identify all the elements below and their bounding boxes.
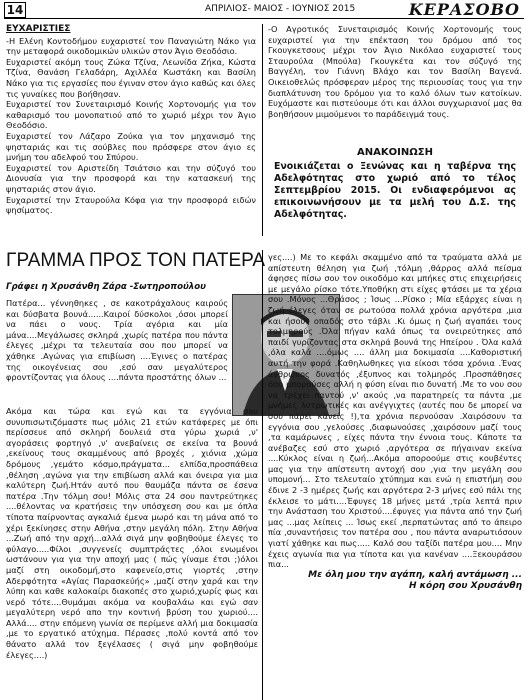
thanks-continuation bbox=[268, 24, 522, 119]
page-number: 14 bbox=[4, 2, 26, 18]
article-body-part1: Ακόμα και τώρα και εγώ και τα εγγόνια σου συνυπισωτιζόμαστε πως μόλις 21 ετών κατάφερες με όπι περίσσευε από σκληρή δουλειά στα γύρω χωριά ,ν' αγοράσεις φορτηγό ,ν' ανεβαίνεις σε εκείνα τα βουνά ,εκείνους τους σκαμμένους από βροχές , χιόνια ,χώμα δρόμους ,γεμάτο κόσμο,πράγματα... ελπίδα,προσπάθεια ,θέληση ,αγώνα για την επιβίωση αλλά και όνειρα για μια καλύτερη ζωή.Ητάν αυτό που θαυμάζα πάντα σε έσενα πατέρα .Την τόλμη σου! Μόλις στα 24 σου παντρεύτηκες ....θέλοντας να κρατήσεις την υπόσχεση σου και με όπλα τίποτα παίρνοντας αγκαλιά έμενα μωρό και τη μάνα από το χέρι ξεκίνησες στην Αθήνα ,στην μεγάλη πόλη. Στην Αθήνα ...Ζωή από την αρχή...αλλά σιγά μην φοβηθούμε έλεγες το φύλαγο.....Φίλοι ,συγγενείς συμπτράςτες ,όλοι ενωμένοι ωστάνουν για για την αποχή μας ( πώς γίναμε έτσι ;)όλοι μαζί στη οικοδομή,στο καφενείο,στις γιορτές ,στην Αδερφότητα «Αγίας Παρασκεύής» ,μαζί στην χαρά και την λύπη και καθε καλοκαίρι διακοπές στο χωριό,χωρίς φως και νερό τότε....Θυμάμαι ακόμα να κουβαλάω και εγώ σαν μεγαλύτερη νερό απο την κοντινή βρύση του χωριού.... Αλλά.... στην επόμενη γωνία σε περίμενε αλλή μια δοκιμασία ,με το εργατικό ατύχημα. Πέρασες ,πολύ κοντά από τον θάνατο αλλά τον ξεγέλασες ( σιγά μην φοβηθούμε έλεγες....) bbox=[6, 406, 258, 660]
thanks-paragraph: Ευχαριστεί τον Λάζαρο Ζούκα για τον μηχανισμό της ψησταριάς και τις σούβλες που πρόσφερε στον άγιο ες μνήμη του αδελφού του Σπύρου. bbox=[6, 130, 256, 163]
thanks-paragraph: Ευχαριστεί τον Αριστείδη Τσιάτσιο και την σύζυγό του Διονυσία για την προσφορά και την κατασκευή της ψησταριάς στον άγιο. bbox=[6, 162, 256, 194]
article-col2 bbox=[268, 252, 522, 592]
header-rule bbox=[4, 18, 524, 19]
thanks-continuation-text: -Ο Αγροτικός Συνεταιρισμός Κοινής Χορτονομής τους ευχαριστεί για την επέκταση του δρόμου από τος Γκουγκετσους μέχρι τον Άγιο Νικόλαο ευχαριστεί τους Σταυρούλα (Μπούλα) Γκουγκέτα και τον σύζυγό της Βαγγέλη, τον Γιάννη Βλάχο και τον Βασίλη Βαγενά. Οικειοθελώς πρόσφεραν μέρος της περιουσίας τους για την διαπλάτυνση του δρόμου για το καλό όλων των κατοίκων. Ευχόμαστε και πιστεύουμε ότι και άλλοι συγχωριανοί μας θα βοηθήσουν μιμούμενοι το παράδειγμά τους. bbox=[268, 24, 522, 119]
article-byline: Γράφει η Χρυσάνθη Ζάρα -Σωτηροπούλου bbox=[6, 282, 206, 292]
article-title: ΓΡΑΜΜΑ ΠΡΟΣ ΤΟΝ ΠΑΤΕΡΑ bbox=[6, 250, 266, 271]
article-body-part2: γες....) Με το κεφάλι σκαμμένο από τα τραύματα αλλά με απίστευτη θέληση για ζωή ,τόλμη ,θάρρος αλλά πείσμα άφησες πίσω σου τον οικοδόμο και μπήκες στις επιχειρήσεις με μεγάλο ρίσκο τότε.Υποθήκη στι είχες φτάσει με τα χέρια σου .Μόνος ...Θράσος ; Ίσως ...Ρίσκο ; Μία εξάρχες είναι η ζωή έλεγες όταν σε ρωτούσα πολλά χρόνια αργότερα ,μια και ήσουν οπαδός στο τάβλι .Κι όμως η ζωή αγαπάει τους τολμηρούς .Όλα πήγαν καλά όπως τα ονειρεύτηκες από παιδί γυρίζοντας στα σκληρά βουνά της Ηπείρου . Όλα καλά ,όλα καλά ....όμως .... άλλη μια δοκιμασία ....Καθοριστική αυτή την φορά .Καθηλωθηκες για είκοσι τόσα χρόνια .Ένας άνθρωπος δυνατός ,έξυπνος και τολμηρός .Προσπάθησες όσο μπορούσες αλλή η φύση είναι πιο δυνατή .Με το νου σου να τρέχει παντού ,ν' ακούς ,να παρατηρείς τα πάντα ,με μνήμες λυτρωτικές και ανέγγιχτες (αυτές που δε μπορεί να σου πάρει κανείς !),τα χρόνια περνούσαν .Χαιρόσουν τα εγγόνια σου ,γελούσες ,διαφωνούσες ,χαιρόσουν μαζί τους ,τα καμάρωνες , είχες πάντα την έννοια τους. Κάποτε τα ανέβαζες εσύ στο χωριό ,αργότερα σε πήγαιναν εκείνα ....Κύκλος είναι η ζωή...Ακόμα αποροούμε στις κουβέντες μας για την απίστευτη αντοχή σου ,για την μεγάλη σου υπομονή... Στο τελευταίο χτύπημα και ενώ η επιστήμη σου έδινε 2 -3 ημέρες ζωής και αργότερα 2-3 μήνες εσύ πάλι της έκλεισε το μάτι....Έφυγες 18 μήνες μετά ,τρία λεπτά πριν την Ανάσταση του Χριστού....έφυγες για πάντα από την ζωή μας ...μας λείπεις ... Ίσως εκεί ,περπατώντας από το άπειρο πία ,συναντήσεις τον πατέρα σου , που πάντα αναρωτιόσουν γιατί χάθηκε και πως..... Καλό σου ταξίδι πατέρα μου.... Μην έχεις αγωνία πια για τίποτα και για κανέναν ....Ξεκουράσου πια... bbox=[268, 252, 522, 570]
issue-date: ΑΠΡΙΛΙΟΣ- ΜΑΙΟΣ - ΙΟΥΝΙΟΣ 2015 bbox=[205, 4, 356, 14]
thanks-section bbox=[6, 24, 256, 216]
announcement-title: ΑΝΑΚΟΙΝΩΣΗ bbox=[357, 147, 433, 158]
article-intro: Πατέρα... γέννηθηκες , σε κακοτράχαλους καιρούς και δύσβατα βουνά......Καιροί δύσκολοι ,όσοι μπορεί να πάει ο νους. Τρία αγόρια και μία μάνα....Μεγάλωσες σκληρά ,χωρίς πατέρα που πάντα έλεγες ,μέχρι τα τελευταία σου που μπορεί να χάθηκε .Αγώνας για επιβίωση ....Έγινες ο πατέρας της οικογένειας σου ,εσύ σαν μεγαλύτερος φροντίζοντας για όλους ....πάντα προστάτης όλων ... bbox=[6, 298, 228, 383]
thanks-paragraph: -Η Ελένη Κοντοδήμου ευχαριστεί τον Παναγιώτη Νάκο για την μεταφορά οικοδομικών υλικών στον Άγιο Θεοδόσιο. bbox=[6, 35, 256, 57]
announcement-box bbox=[274, 148, 516, 221]
signature-author: Η κόρη σου Χρυσάνθη bbox=[408, 580, 522, 591]
page-header bbox=[0, 0, 528, 19]
article-col1-top bbox=[6, 298, 228, 383]
signature-line-1: Με όλη μου την αγάπη, καλή αντάμωση ... bbox=[308, 569, 522, 580]
column-divider bbox=[262, 250, 263, 700]
thanks-paragraph: Ευχαριστεί την Σταυρούλα Κόφα για την προσφορά ειδών ψησίματος. bbox=[6, 194, 256, 216]
column-divider bbox=[262, 24, 263, 236]
thanks-paragraph: Ευχαριστεί ακόμη τους Ζώκα Τζίνα, Λεωνίδα Ζήκα, Κώστα Τζίνα, Θανάση Γελαδάρη, Αχιλλέα Κωστάκη και Βασίλη Νάκο για τις εργασίες που έγιναν στον άγιο καθώς και όλες τις γυναίκες που βοήθησαν. bbox=[6, 56, 256, 99]
article-col1-rest bbox=[6, 406, 258, 660]
newspaper-brand: ΚΕΡΑΣΟΒΟ bbox=[408, 0, 520, 19]
announcement-body: Ενοικιάζεται ο Ξενώνας και η ταβέρνα της Αδελφότητας στο χωριό από το τέλος Σεπτεμβρίου 2015. Οι ενδιαφερόμενοι ας επικοινωνήσουν με τα μελή του Δ.Σ. της Αδελφότητας. bbox=[274, 160, 516, 220]
thanks-paragraph: Ευχαριστεί τον Συνεταιρισμό Κοινής Χορτονομής για τον καθαρισμό του μονοπατιού από το χωριό μέχρι τον Άγιο Θεοδόσιο. bbox=[6, 99, 256, 131]
thanks-title: ΕΥΧΑΡΙΣΤΙΕΣ bbox=[6, 24, 71, 34]
